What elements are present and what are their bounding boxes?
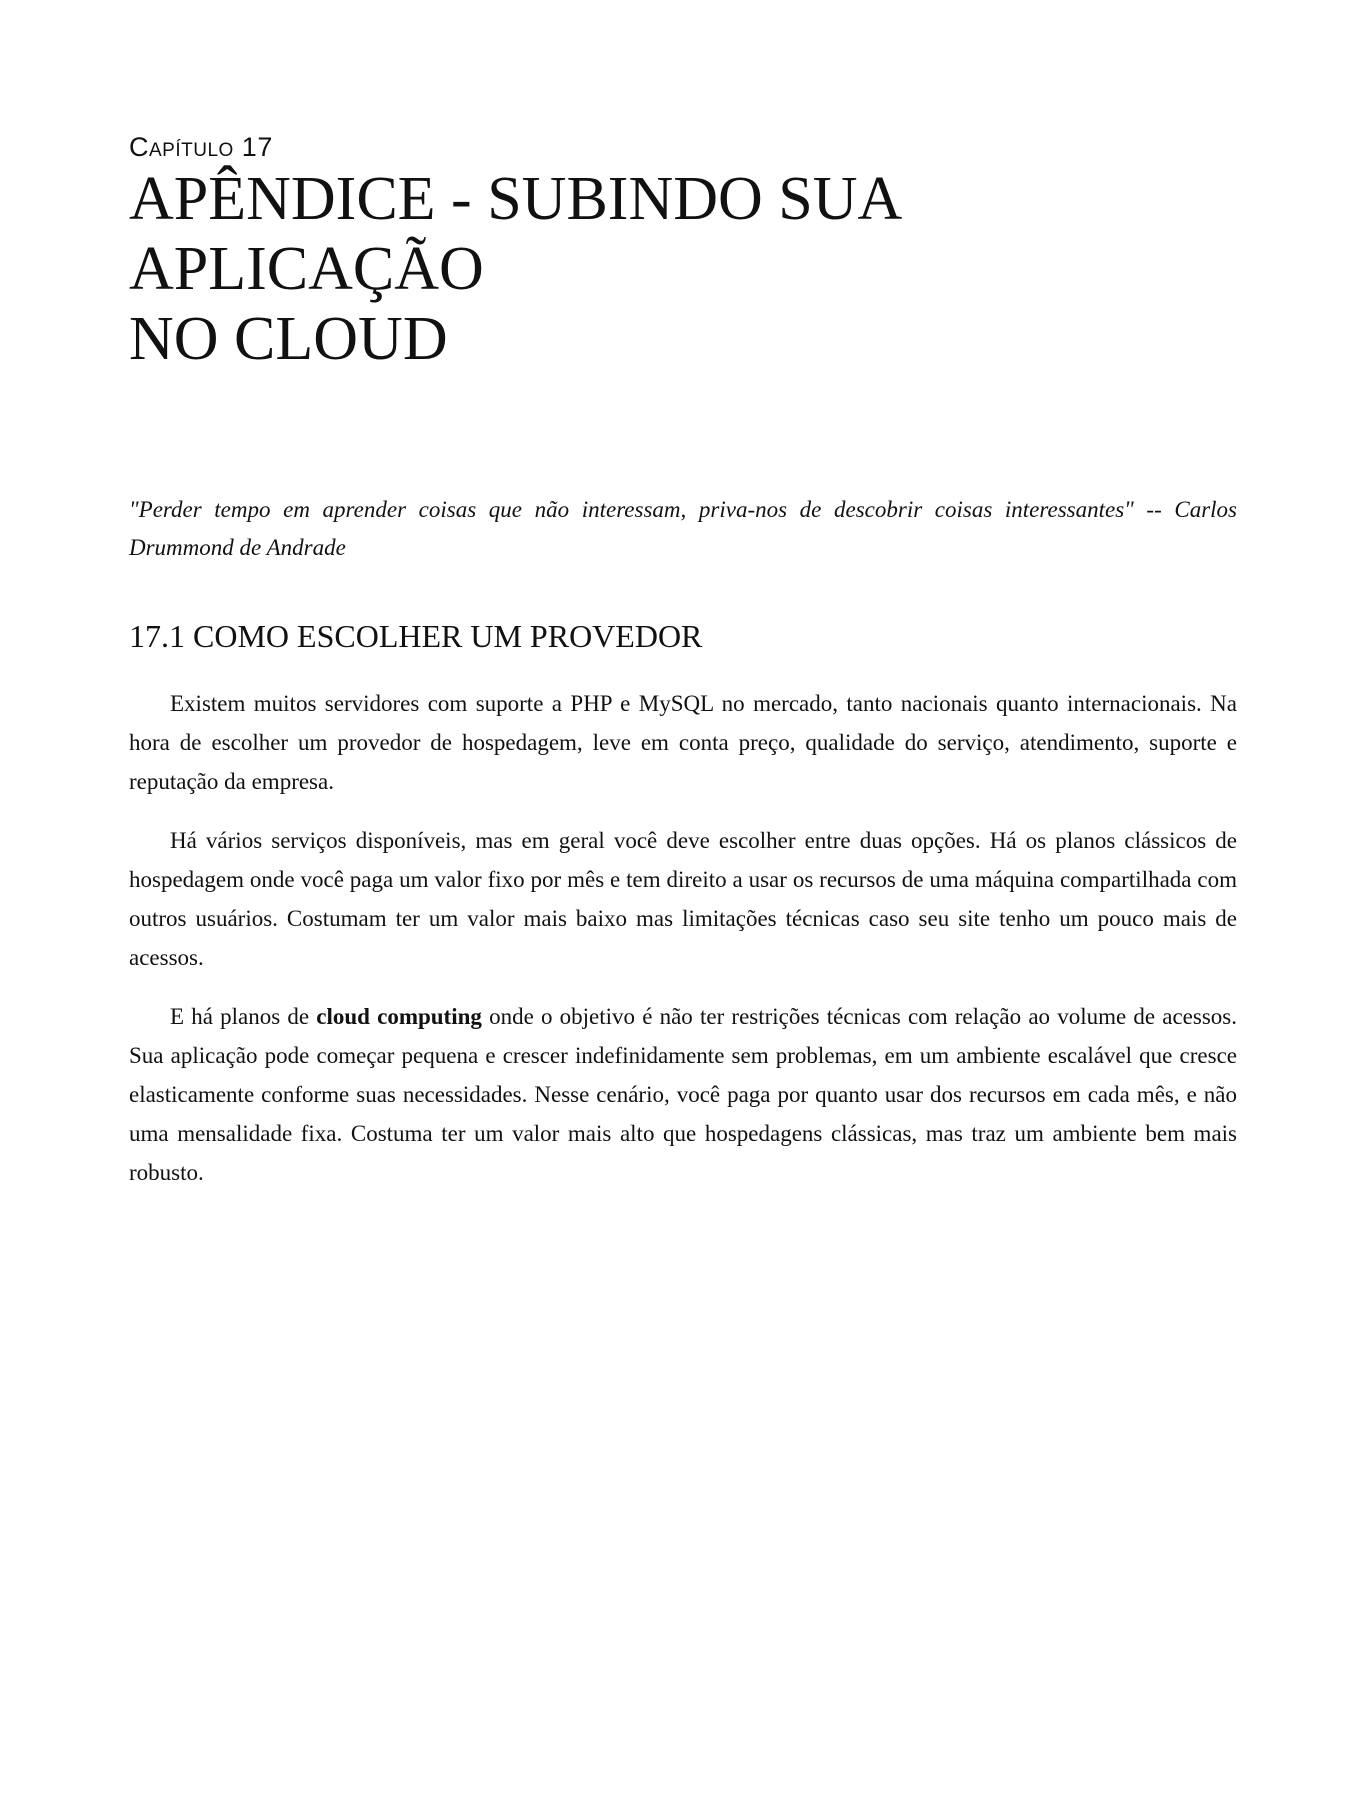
paragraph-3-text-end: onde o objetivo é não ter restrições técnicas com relação ao volume de acessos. Sua aplicação pode começar pequena e crescer indefinidamente sem problemas, em um ambiente escalável que cresce elasticamente conforme suas necessidades. Nesse cenário, você paga por quanto usar dos recursos em cada mês, e não uma mensalidade fixa. Costuma ter um valor mais alto que hospedagens clássicas, mas traz um ambiente bem mais robusto.	[129, 1004, 1237, 1185]
chapter-title	[129, 164, 1237, 374]
paragraph-3	[129, 997, 1237, 1192]
section-body	[129, 684, 1237, 1212]
chapter-title-line-2: NO CLOUD	[129, 305, 448, 373]
paragraph-2: Há vários serviços disponíveis, mas em geral você deve escolher entre duas opções. Há os planos clássicos de hospedagem onde você paga um valor fixo por mês e tem direito a usar os recursos de uma máquina compartilhada com outros usuários. Costumam ter um valor mais baixo mas limitações técnicas caso seu site tenho um pouco mais de acessos.	[129, 828, 1237, 970]
section-heading: 17.1 COMO ESCOLHER UM PROVEDOR	[129, 618, 703, 654]
paragraph-3-text-start: E há planos de	[170, 1004, 317, 1029]
epigraph-quote: "Perder tempo em aprender coisas que não interessam, priva-nos de descobrir coisas interessantes" -- Carlos Drummond de Andrade	[129, 497, 1237, 560]
paragraph-1: Existem muitos servidores com suporte a PHP e MySQL no mercado, tanto nacionais quanto internacionais. Na hora de escolher um provedor de hospedagem, leve em conta preço, qualidade do serviço, atendimento, suporte e reputação da empresa.	[129, 691, 1237, 794]
chapter-label: Capítulo 17	[129, 132, 273, 162]
chapter-title-line-1: APÊNDICE - SUBINDO SUA APLICAÇÃO	[129, 165, 899, 303]
cloud-computing-term: cloud computing	[316, 1004, 482, 1029]
